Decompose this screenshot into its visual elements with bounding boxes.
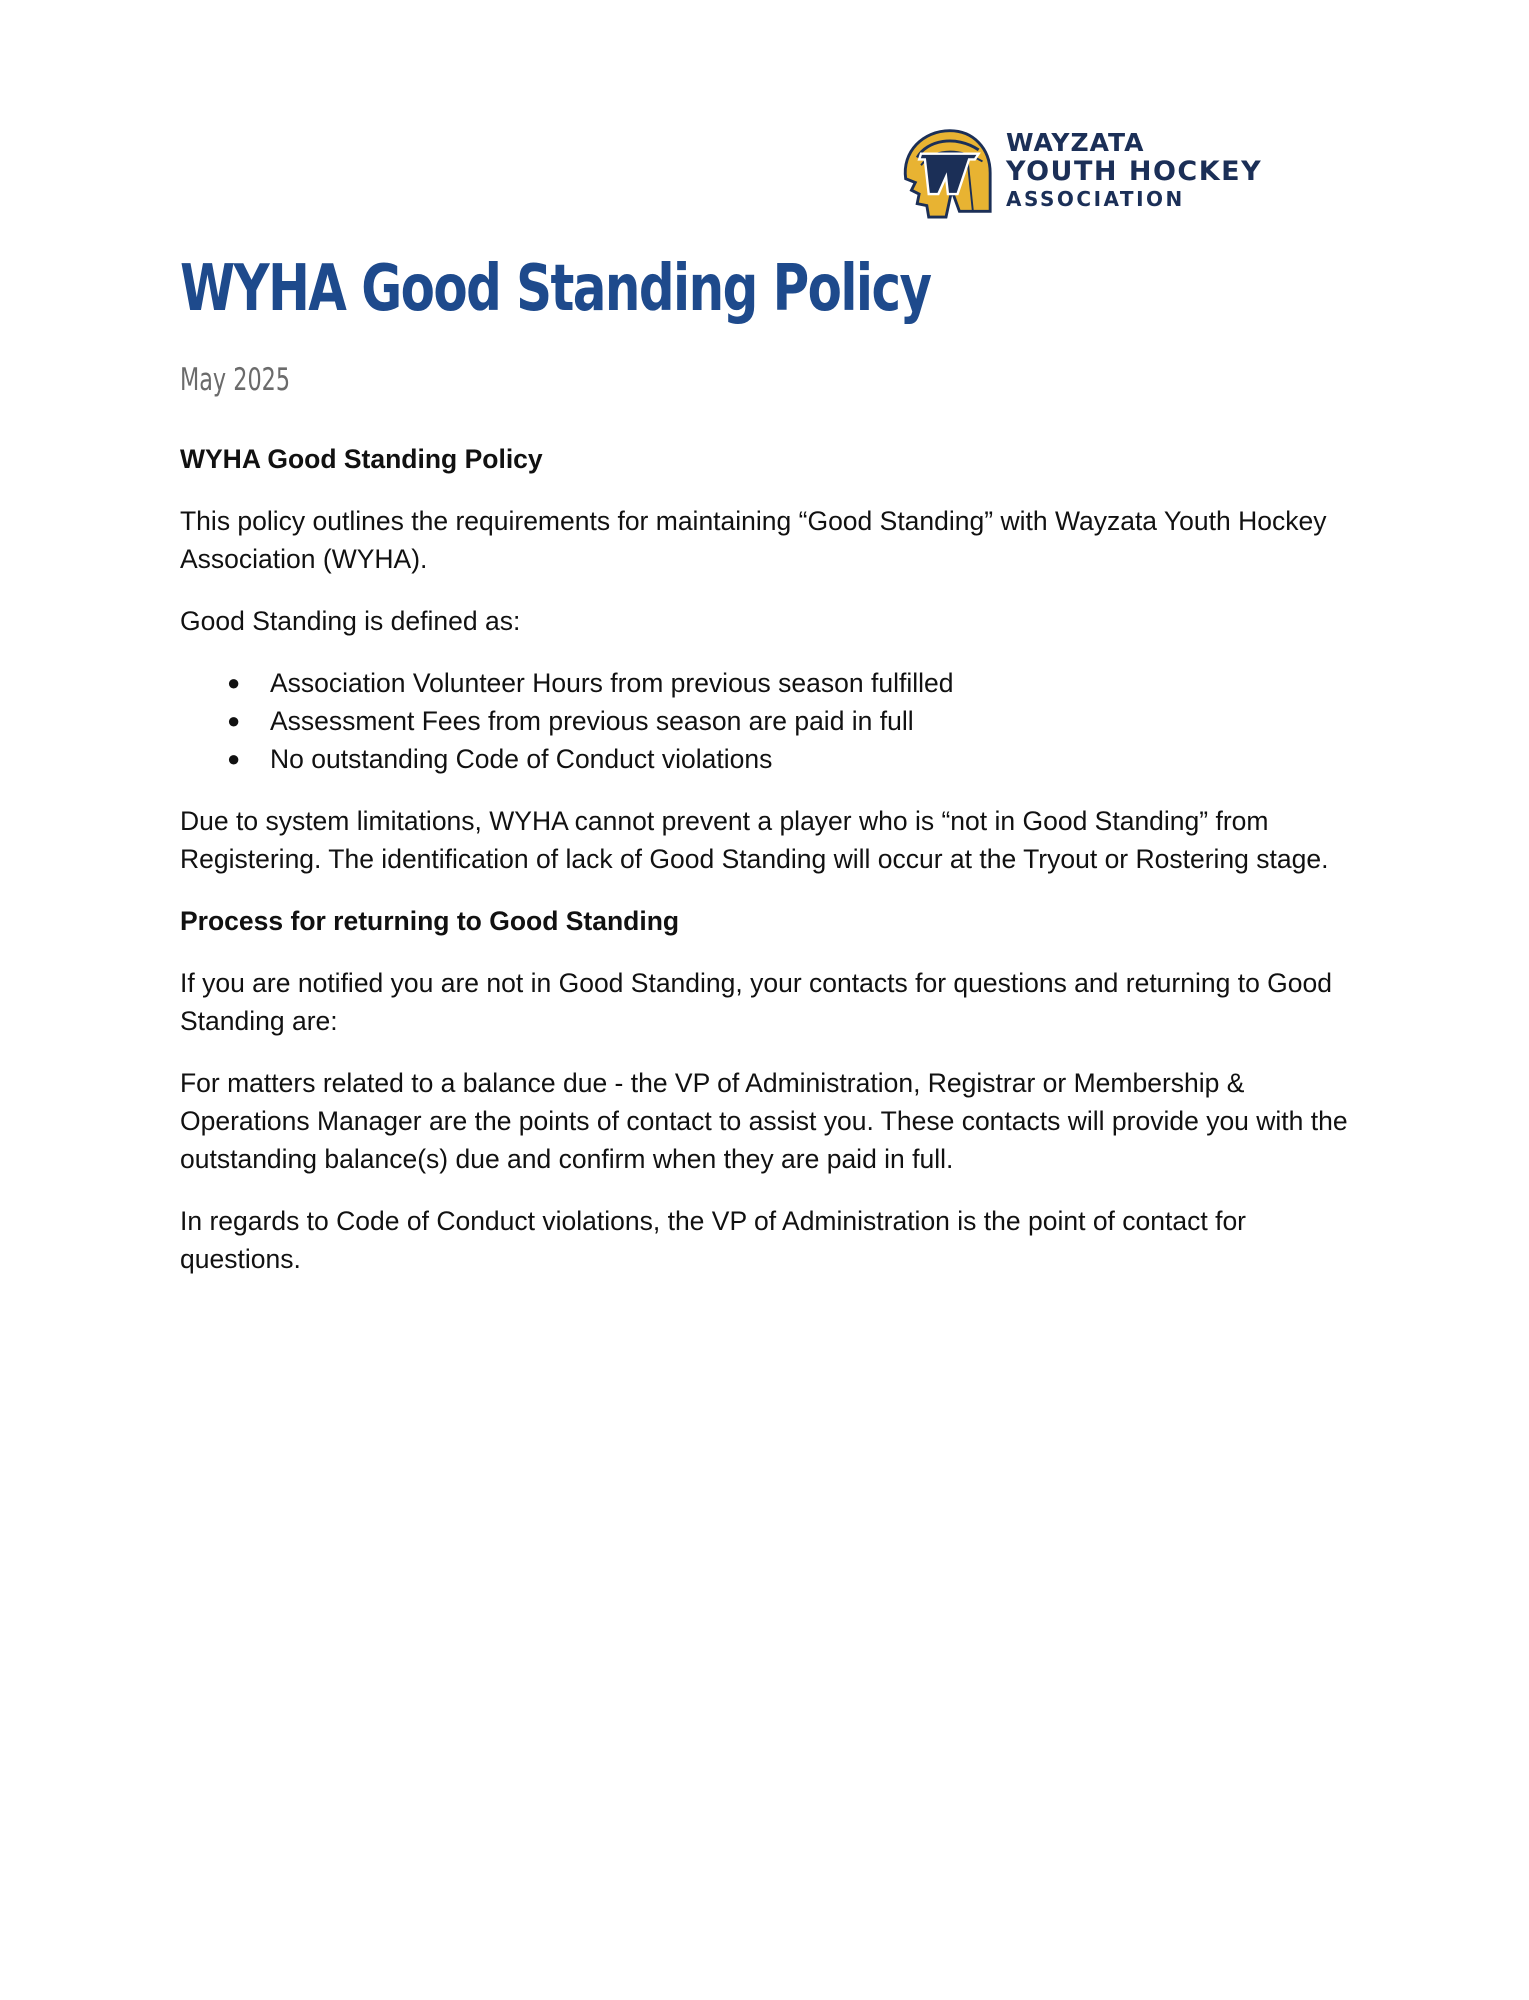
definition-lead: Good Standing is defined as: bbox=[180, 606, 521, 636]
document-body bbox=[180, 440, 1360, 1302]
criteria-text: Assessment Fees from previous season are paid in full bbox=[270, 706, 914, 736]
contacts-intro-paragraph: If you are notified you are not in Good Standing, your contacts for questions and returning to Good Standing are: bbox=[180, 968, 1332, 1036]
bullet-icon: ● bbox=[227, 746, 241, 771]
criteria-text: No outstanding Code of Conduct violations bbox=[270, 744, 773, 774]
bullet-icon: ● bbox=[227, 708, 241, 733]
section-heading-policy: WYHA Good Standing Policy bbox=[180, 444, 543, 474]
criteria-item bbox=[180, 664, 1360, 702]
criteria-item bbox=[180, 702, 1360, 740]
logo-line-1: WAYZATA bbox=[1006, 127, 1145, 157]
good-standing-criteria-list bbox=[180, 664, 1360, 778]
intro-paragraph: This policy outlines the requirements for maintaining “Good Standing” with Wayzata Youth Hockey Association (WYHA). bbox=[180, 506, 1327, 574]
document-date: May 2025 bbox=[180, 362, 291, 398]
limitations-paragraph: Due to system limitations, WYHA cannot prevent a player who is “not in Good Standing” from Registering. The identification of lack of Good Standing will occur at the Tryout or Rostering stage. bbox=[180, 806, 1329, 874]
document-title: WYHA Good Standing Policy bbox=[180, 252, 931, 326]
code-of-conduct-paragraph: In regards to Code of Conduct violations, the VP of Administration is the point of contact for questions. bbox=[180, 1206, 1247, 1274]
section-heading-process: Process for returning to Good Standing bbox=[180, 906, 680, 936]
logo-line-2: YOUTH HOCKEY bbox=[1006, 155, 1263, 187]
logo-wordmark bbox=[1006, 127, 1263, 211]
criteria-text: Association Volunteer Hours from previous season fulfilled bbox=[270, 668, 954, 698]
trojan-helmet-icon bbox=[898, 121, 994, 221]
bullet-icon: ● bbox=[227, 670, 241, 695]
logo-line-3: ASSOCIATION bbox=[1006, 186, 1185, 211]
wyha-logo bbox=[898, 120, 1288, 222]
balance-due-paragraph: For matters related to a balance due - the VP of Administration, Registrar or Membership & Operations Manager are the points of contact to assist you. These contacts will provide you with the outstanding balance(s) due and confirm when they are paid in full. bbox=[180, 1068, 1348, 1174]
criteria-item bbox=[180, 740, 1360, 778]
